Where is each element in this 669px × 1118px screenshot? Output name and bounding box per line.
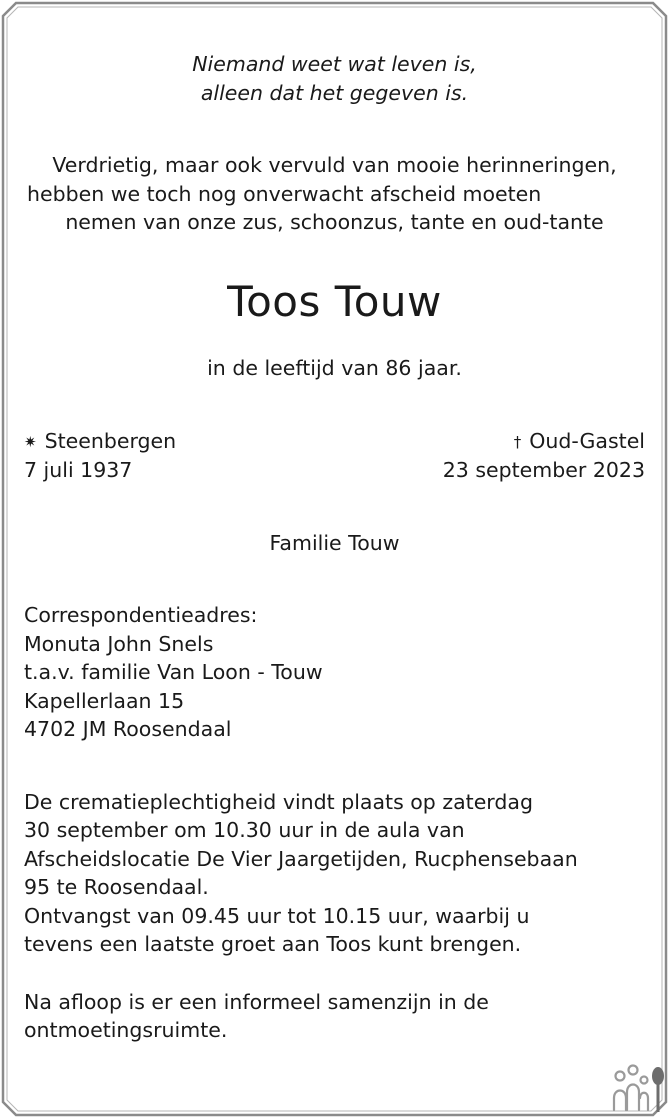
ceremony-line-4: 95 te Roosendaal.: [24, 875, 209, 899]
correspondence-line-2: Monuta John Snels: [24, 632, 214, 656]
birth-place: [24, 427, 176, 457]
death-place-text: Oud-Gastel: [529, 429, 645, 453]
age-line: in de leeftijd van 86 jaar.: [207, 356, 462, 380]
ceremony-line-1: De crematieplechtigheid vindt plaats op zaterdag: [24, 790, 533, 814]
birth-date: 7 juli 1937: [24, 458, 133, 482]
correspondence-line-3: t.a.v. familie Van Loon - Touw: [24, 660, 323, 684]
correspondence-line-5: 4702 JM Roosendaal: [24, 717, 232, 741]
quote-line-1: Niemand weet wat leven is,: [192, 52, 477, 76]
correspondence-line-1: Correspondentieadres:: [24, 603, 258, 627]
ceremony-line-6: tevens een laatste groet aan Toos kunt brengen.: [24, 932, 522, 956]
signed-by: Familie Touw: [269, 531, 400, 555]
intro-line-1: Verdrietig, maar ook vervuld van mooie herinneringen,: [52, 153, 617, 177]
death-place: [514, 427, 645, 457]
intro-line-3: nemen van onze zus, schoonzus, tante en oud-tante: [65, 210, 604, 234]
ceremony-line-2: 30 september om 10.30 uur in de aula van: [24, 818, 465, 842]
birth-place-text: Steenbergen: [44, 429, 177, 453]
ceremony-line-5: Ontvangst van 09.45 uur tot 10.15 uur, waarbij u: [24, 904, 530, 928]
closing-line-1: Na afloop is er een informeel samenzijn in de: [24, 990, 489, 1014]
correspondence-line-4: Kapellerlaan 15: [24, 689, 185, 713]
death-date: 23 september 2023: [442, 458, 645, 482]
deceased-name: Toos Touw: [227, 277, 442, 326]
birth-star-icon: ✷: [24, 433, 37, 451]
quote-line-2: alleen dat het gegeven is.: [200, 81, 469, 105]
closing-line-2: ontmoetingsruimte.: [24, 1018, 228, 1042]
ceremony-line-3: Afscheidslocatie De Vier Jaargetijden, Rucphensebaan: [24, 847, 578, 871]
death-cross-icon: †: [513, 433, 522, 451]
family-logo-icon: [606, 1058, 668, 1114]
intro-line-2: hebben we toch nog onverwacht afscheid moeten: [27, 182, 542, 206]
